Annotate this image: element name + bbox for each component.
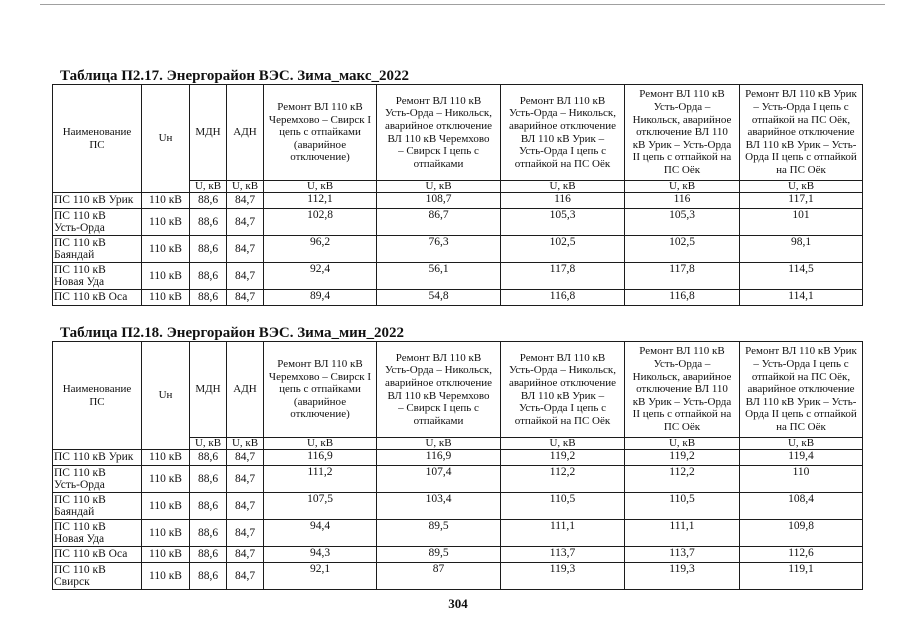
header-substation-name: Наименование ПС [53,85,142,193]
header-row [53,342,863,438]
voltage-value: 110,5 [501,493,625,520]
adn-value: 84,7 [227,520,264,547]
substation-name: ПС 110 кВ Новая Уда [53,520,142,547]
mdn-value: 88,6 [190,520,227,547]
adn-value: 84,7 [227,290,264,306]
header-mode-2: Ремонт ВЛ 110 кВ Усть-Орда – Никольск, аварийное отключение ВЛ 110 кВ Черемхово – Свирск I цепь с отпайками [377,342,501,438]
mdn-value: 88,6 [190,547,227,563]
header-mode-4: Ремонт ВЛ 110 кВ Усть-Орда – Никольск, аварийное отключение ВЛ 110 кВ Урик – Усть-Орда II цепь с отпайкой на ПС Оёк [625,85,740,181]
header-adn: АДН [227,342,264,438]
voltage-value: 107,5 [264,493,377,520]
substation-name: ПС 110 кВ Усть-Орда [53,209,142,236]
mdn-value: 88,6 [190,193,227,209]
voltage-value: 111,1 [501,520,625,547]
voltage-value: 92,1 [264,563,377,590]
nominal-voltage: 110 кВ [142,520,190,547]
header-mode-1: Ремонт ВЛ 110 кВ Черемхово – Свирск I цепь с отпайками (аварийное отключение) [264,85,377,181]
voltage-value: 108,4 [740,493,863,520]
header-mdn: МДН [190,85,227,181]
adn-value: 84,7 [227,547,264,563]
header-mode-3: Ремонт ВЛ 110 кВ Усть-Орда – Никольск, аварийное отключение ВЛ 110 кВ Урик – Усть-Орда I цепь с отпайкой на ПС Оёк [501,85,625,181]
voltage-value: 111,1 [625,520,740,547]
voltage-value: 113,7 [501,547,625,563]
voltage-value: 96,2 [264,236,377,263]
voltage-value: 105,3 [625,209,740,236]
voltage-value: 116,9 [377,450,501,466]
table-row [53,547,863,563]
unit-cell: U, кВ [190,438,227,450]
mdn-value: 88,6 [190,290,227,306]
voltage-value: 112,2 [625,466,740,493]
substation-name: ПС 110 кВ Усть-Орда [53,466,142,493]
unit-cell: U, кВ [501,438,625,450]
header-substation-name: Наименование ПС [53,342,142,450]
voltage-value: 89,5 [377,547,501,563]
table-row [53,236,863,263]
voltage-value: 119,1 [740,563,863,590]
substation-name: ПС 110 кВ Новая Уда [53,263,142,290]
header-mode-5: Ремонт ВЛ 110 кВ Урик – Усть-Орда I цепь с отпайкой на ПС Оёк, аварийное отключение ВЛ 110 кВ Урик – Усть- Орда II цепь с отпайкой на ПС Оёк [740,85,863,181]
nominal-voltage: 110 кВ [142,493,190,520]
voltage-value: 103,4 [377,493,501,520]
header-adn: АДН [227,85,264,181]
header-mdn: МДН [190,342,227,438]
unit-cell: U, кВ [377,181,501,193]
voltage-value: 102,8 [264,209,377,236]
voltage-value: 87 [377,563,501,590]
voltage-value: 98,1 [740,236,863,263]
substation-name: ПС 110 кВ Оса [53,290,142,306]
adn-value: 84,7 [227,193,264,209]
unit-cell: U, кВ [264,181,377,193]
table-title: Таблица П2.18. Энергорайон ВЭС. Зима_мин_2022 [60,325,404,341]
voltage-value: 54,8 [377,290,501,306]
voltage-value: 119,3 [625,563,740,590]
header-mode-4: Ремонт ВЛ 110 кВ Усть-Орда – Никольск, аварийное отключение ВЛ 110 кВ Урик – Усть-Орда II цепь с отпайкой на ПС Оёк [625,342,740,438]
mdn-value: 88,6 [190,493,227,520]
table-p2-17 [52,84,863,306]
table-row [53,520,863,547]
voltage-value: 56,1 [377,263,501,290]
voltage-value: 89,4 [264,290,377,306]
unit-cell: U, кВ [227,438,264,450]
unit-cell: U, кВ [625,438,740,450]
substation-name: ПС 110 кВ Баяндай [53,493,142,520]
nominal-voltage: 110 кВ [142,563,190,590]
voltage-value: 101 [740,209,863,236]
table-row [53,493,863,520]
mdn-value: 88,6 [190,466,227,493]
nominal-voltage: 110 кВ [142,193,190,209]
adn-value: 84,7 [227,209,264,236]
voltage-value: 110 [740,466,863,493]
substation-name: ПС 110 кВ Баяндай [53,236,142,263]
mdn-value: 88,6 [190,450,227,466]
voltage-value: 116,8 [625,290,740,306]
page-number: 304 [448,596,468,611]
nominal-voltage: 110 кВ [142,290,190,306]
unit-cell: U, кВ [501,181,625,193]
header-mode-5: Ремонт ВЛ 110 кВ Урик – Усть-Орда I цепь с отпайкой на ПС Оёк, аварийное отключение ВЛ 110 кВ Урик – Усть- Орда II цепь с отпайкой на ПС Оёк [740,342,863,438]
voltage-value: 114,1 [740,290,863,306]
unit-cell: U, кВ [377,438,501,450]
table-row [53,290,863,306]
voltage-value: 92,4 [264,263,377,290]
voltage-value: 105,3 [501,209,625,236]
mdn-value: 88,6 [190,263,227,290]
voltage-value: 116,8 [501,290,625,306]
voltage-value: 107,4 [377,466,501,493]
table-row [53,450,863,466]
voltage-value: 116 [625,193,740,209]
nominal-voltage: 110 кВ [142,466,190,493]
adn-value: 84,7 [227,450,264,466]
table-row [53,263,863,290]
substation-name: ПС 110 кВ Урик [53,450,142,466]
voltage-value: 102,5 [625,236,740,263]
mdn-value: 88,6 [190,236,227,263]
unit-cell: U, кВ [740,438,863,450]
voltage-value: 119,2 [501,450,625,466]
voltage-value: 108,7 [377,193,501,209]
substation-name: ПС 110 кВ Оса [53,547,142,563]
voltage-value: 117,8 [501,263,625,290]
voltage-value: 112,2 [501,466,625,493]
table-p2-18 [52,341,863,590]
nominal-voltage: 110 кВ [142,236,190,263]
header-mode-3: Ремонт ВЛ 110 кВ Усть-Орда – Никольск, аварийное отключение ВЛ 110 кВ Урик – Усть-Орда I цепь с отпайкой на ПС Оёк [501,342,625,438]
header-nominal-voltage: Uн [142,85,190,193]
adn-value: 84,7 [227,466,264,493]
voltage-value: 76,3 [377,236,501,263]
voltage-value: 110,5 [625,493,740,520]
unit-cell: U, кВ [227,181,264,193]
adn-value: 84,7 [227,236,264,263]
unit-cell: U, кВ [625,181,740,193]
voltage-value: 109,8 [740,520,863,547]
voltage-value: 116 [501,193,625,209]
nominal-voltage: 110 кВ [142,547,190,563]
voltage-value: 114,5 [740,263,863,290]
adn-value: 84,7 [227,263,264,290]
table-row [53,563,863,590]
table-row [53,209,863,236]
mdn-value: 88,6 [190,563,227,590]
adn-value: 84,7 [227,563,264,590]
unit-cell: U, кВ [190,181,227,193]
voltage-value: 112,6 [740,547,863,563]
voltage-value: 89,5 [377,520,501,547]
header-nominal-voltage: Uн [142,342,190,450]
header-mode-1: Ремонт ВЛ 110 кВ Черемхово – Свирск I цепь с отпайками (аварийное отключение) [264,342,377,438]
voltage-value: 102,5 [501,236,625,263]
substation-name: ПС 110 кВ Свирск [53,563,142,590]
scan-top-rule [40,4,885,5]
voltage-value: 119,2 [625,450,740,466]
voltage-value: 117,1 [740,193,863,209]
voltage-value: 116,9 [264,450,377,466]
voltage-value: 112,1 [264,193,377,209]
voltage-value: 94,3 [264,547,377,563]
unit-cell: U, кВ [264,438,377,450]
table-row [53,193,863,209]
table-title: Таблица П2.17. Энергорайон ВЭС. Зима_макс_2022 [60,68,409,84]
nominal-voltage: 110 кВ [142,263,190,290]
substation-name: ПС 110 кВ Урик [53,193,142,209]
header-mode-2: Ремонт ВЛ 110 кВ Усть-Орда – Никольск, аварийное отключение ВЛ 110 кВ Черемхово – Свирск I цепь с отпайками [377,85,501,181]
voltage-value: 111,2 [264,466,377,493]
nominal-voltage: 110 кВ [142,209,190,236]
mdn-value: 88,6 [190,209,227,236]
nominal-voltage: 110 кВ [142,450,190,466]
voltage-value: 94,4 [264,520,377,547]
voltage-value: 119,3 [501,563,625,590]
header-row [53,85,863,181]
voltage-value: 117,8 [625,263,740,290]
voltage-value: 113,7 [625,547,740,563]
voltage-value: 119,4 [740,450,863,466]
voltage-value: 86,7 [377,209,501,236]
table-row [53,466,863,493]
adn-value: 84,7 [227,493,264,520]
unit-cell: U, кВ [740,181,863,193]
